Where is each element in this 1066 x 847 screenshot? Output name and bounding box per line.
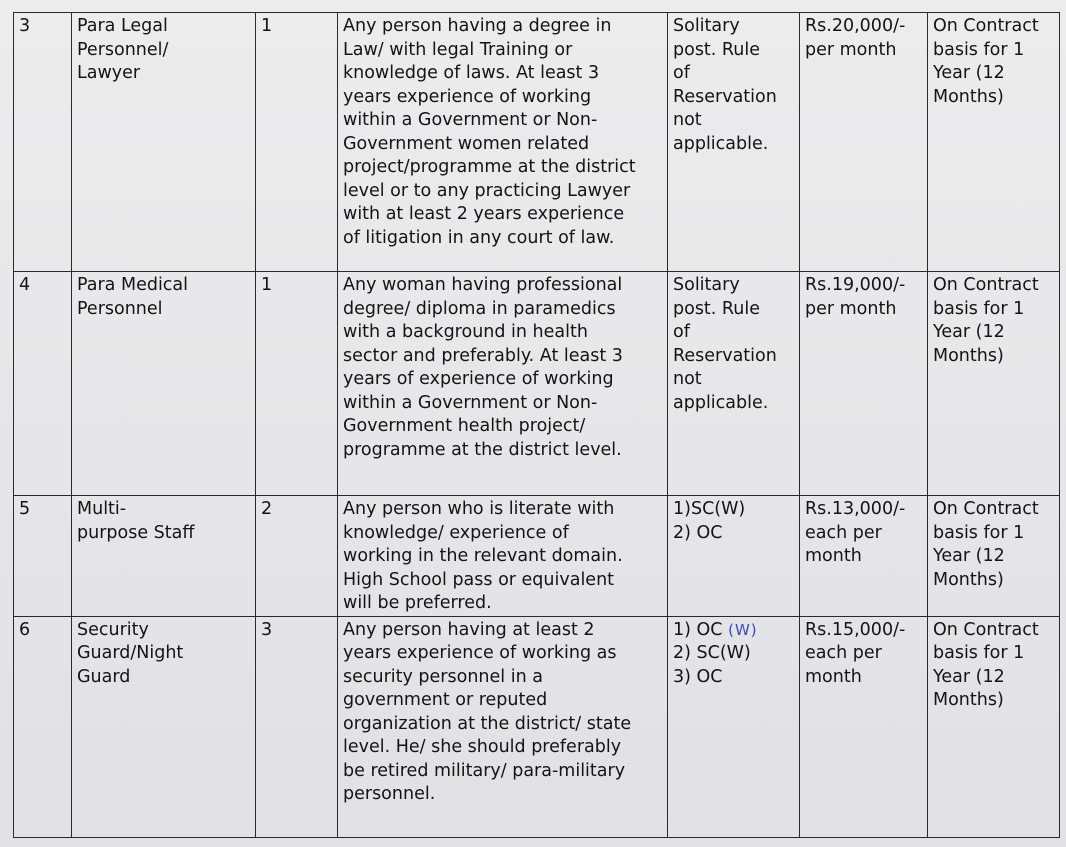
table-row (14, 272, 1060, 496)
reservation-line-1: 1) OC (673, 619, 729, 640)
reservation-lines-rest: 2) SC(W) 3) OC (673, 643, 751, 687)
reservation-cell: Solitary post. Rule of Reservation not applicable. (668, 13, 800, 272)
post-name-cell: Security Guard/Night Guard (72, 616, 256, 837)
handwritten-annotation: (W) (728, 620, 758, 639)
post-name-cell: Para Medical Personnel (72, 272, 256, 496)
reservation-cell: 1)SC(W) 2) OC (668, 496, 800, 617)
terms-cell: On Contract basis for 1 Year (12 Months) (928, 13, 1060, 272)
remuneration-cell: Rs.15,000/- each per month (800, 616, 928, 837)
table-row (14, 616, 1060, 837)
qualification-cell: Any person having a degree in Law/ with legal Training or knowledge of laws. At least 3 years experience of working within a Government or Non- Government women related project/programme at the district level or to any practicing Lawyer with at least 2 years experience of litigation in any court of law. (338, 13, 668, 272)
post-count-cell: 1 (256, 272, 338, 496)
serial-number-cell: 6 (14, 616, 72, 837)
terms-cell: On Contract basis for 1 Year (12 Months) (928, 272, 1060, 496)
table-row (14, 496, 1060, 617)
serial-number-cell: 5 (14, 496, 72, 617)
reservation-cell: Solitary post. Rule of Reservation not applicable. (668, 272, 800, 496)
terms-cell: On Contract basis for 1 Year (12 Months) (928, 616, 1060, 837)
remuneration-cell: Rs.20,000/- per month (800, 13, 928, 272)
post-count-cell: 1 (256, 13, 338, 272)
remuneration-cell: Rs.19,000/- per month (800, 272, 928, 496)
reservation-cell (668, 616, 800, 837)
recruitment-table (13, 12, 1060, 838)
serial-number-cell: 3 (14, 13, 72, 272)
remuneration-cell: Rs.13,000/- each per month (800, 496, 928, 617)
qualification-cell: Any person who is literate with knowledge/ experience of working in the relevant domain. High School pass or equivalent will be preferred. (338, 496, 668, 617)
post-name-cell: Para Legal Personnel/ Lawyer (72, 13, 256, 272)
qualification-cell: Any person having at least 2 years experience of working as security personnel in a government or reputed organization at the district/ state level. He/ she should preferably be retired military/ para-military personnel. (338, 616, 668, 837)
qualification-cell: Any woman having professional degree/ diploma in paramedics with a background in health sector and preferably. At least 3 years of experience of working within a Government or Non- Government health project/ programme at the district level. (338, 272, 668, 496)
serial-number-cell: 4 (14, 272, 72, 496)
table-row (14, 13, 1060, 272)
terms-cell: On Contract basis for 1 Year (12 Months) (928, 496, 1060, 617)
post-name-cell: Multi- purpose Staff (72, 496, 256, 617)
post-count-cell: 3 (256, 616, 338, 837)
post-count-cell: 2 (256, 496, 338, 617)
